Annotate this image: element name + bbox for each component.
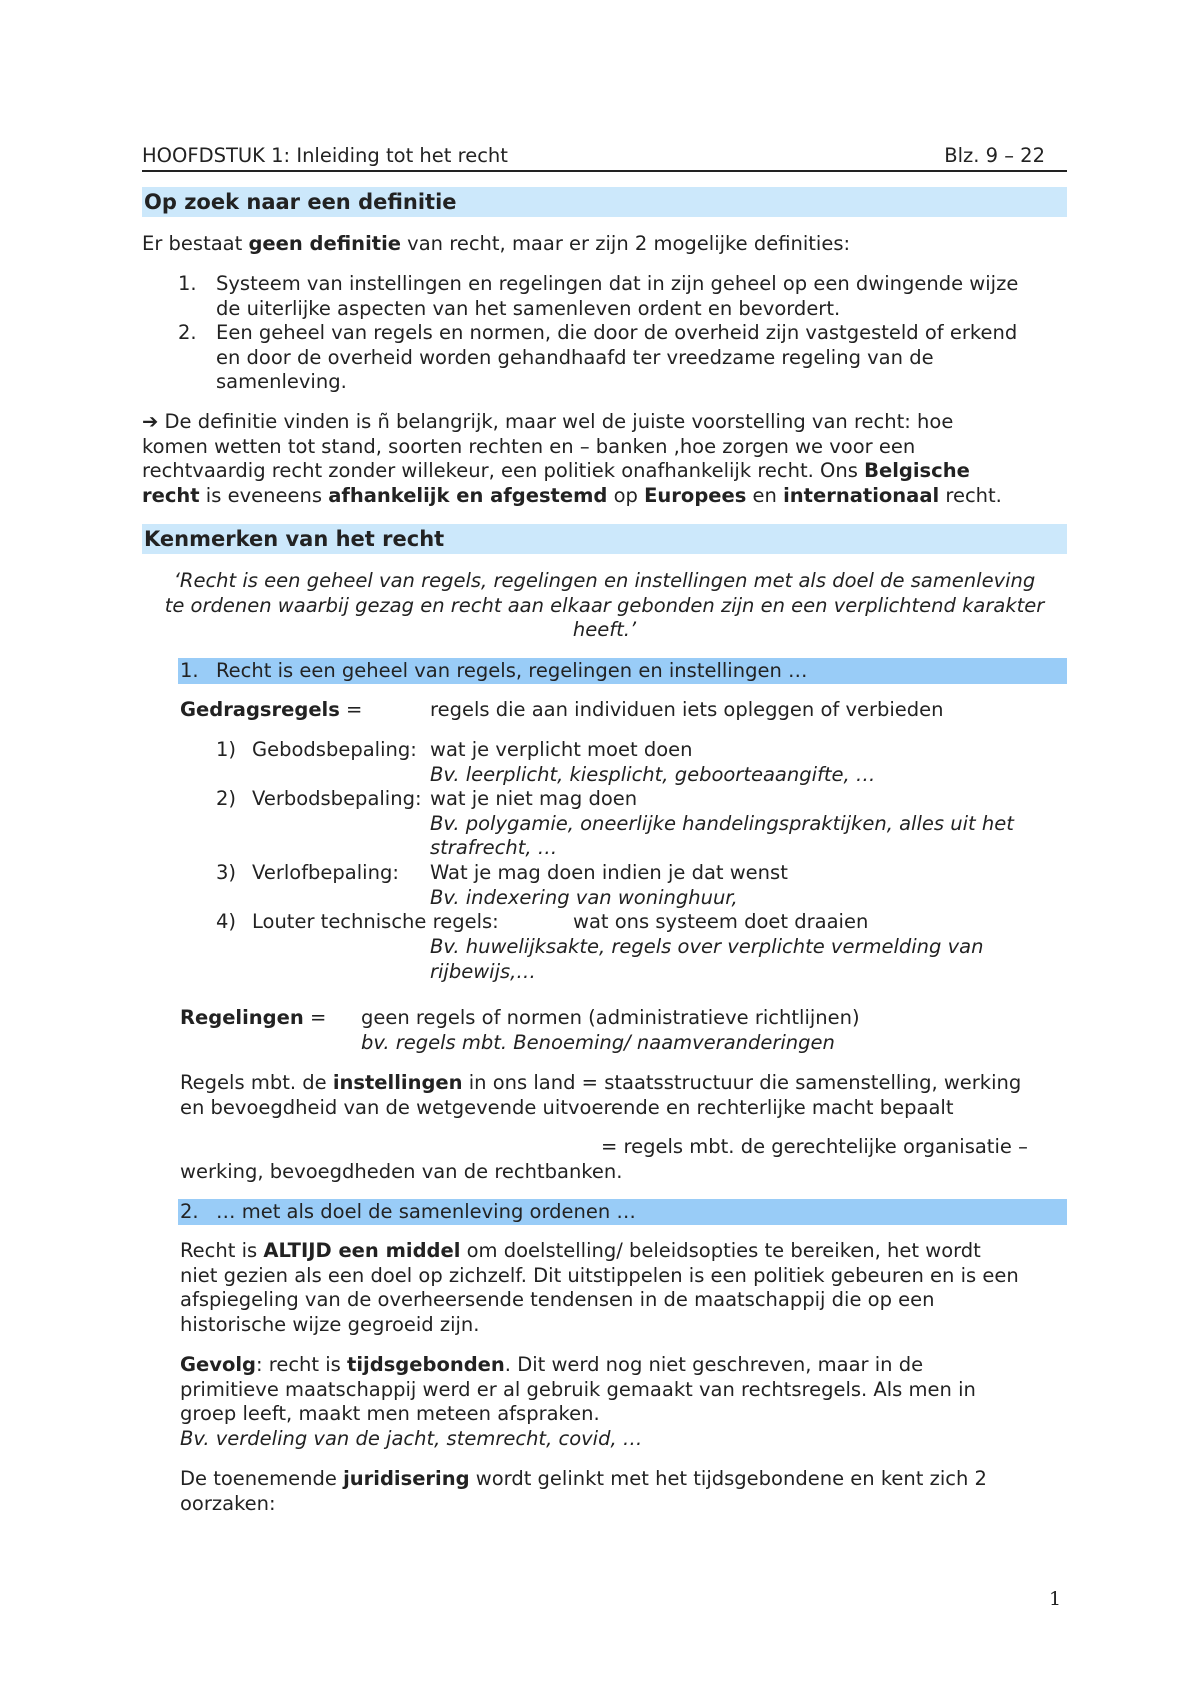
middel-paragraph: Recht is ALTIJD een middel om doelstelling/ beleidsopties te bereiken, het wordt niet gezien als een doel op zichzelf. Dit uitstippelen is een politiek gebeuren en is een afspiegeling van de overheersende tendensen in de maatschappij die op een historische wijze gegroeid zijn. <box>180 1239 1019 1336</box>
subsection-heading-1: 1. Recht is een geheel van regels, regelingen en instellingen … <box>178 658 1067 684</box>
gedragsregels-definition: regels die aan individuen iets opleggen of verbieden <box>430 698 944 721</box>
gevolg-paragraph: Gevolg: recht is tijdsgebonden. Dit werd nog niet geschreven, maar in de primitieve maatschappij werd er al gebruik gemaakt van rechtsregels. Als men in groep leeft, maakt men meteen afspraken. Bv. verdeling van de jacht, stemrecht, covid, … <box>180 1353 976 1450</box>
instellingen-addendum-cont: werking, bevoegdheden van de rechtbanken. <box>180 1160 623 1183</box>
instellingen-addendum: = regels mbt. de gerechtelijke organisatie – <box>601 1135 1028 1158</box>
rule-name: Verlofbepaling: <box>252 861 399 884</box>
rule-description: wat je verplicht moet doen Bv. leerplicht, kiesplicht, geboorteaangifte, … <box>430 738 876 786</box>
definition-text: Een geheel van regels en normen, die door de overheid zijn vastgesteld of erkend en door de overheid worden gehandhaafd ter vreedzame regeling van de samenleving. <box>216 321 1018 393</box>
definition-text: Systeem van instellingen en regelingen dat in zijn geheel op een dwingende wijze de uiterlijke aspecten van het samenleven ordent en bevordert. <box>216 272 1019 320</box>
rule-number: 1) <box>216 738 237 761</box>
section-heading-definitie: Op zoek naar een definitie <box>142 187 1067 217</box>
definition-paragraph: ➔ De definitie vinden is ñ belangrijk, maar wel de juiste voorstelling van recht: hoe komen wetten tot stand, soorten rechten en – banken ,hoe zorgen we voor een rechtvaardig recht zonder willekeur, een politiek onafhankelijk recht. Ons Belgische recht is eveneens afhankelijk en afgestemd op Europees en internationaal recht. <box>142 410 1002 507</box>
page-header <box>142 142 1067 172</box>
page-range: Blz. 9 – 22 <box>944 144 1045 167</box>
rule-example: Bv. huwelijksakte, regels over verplichte vermelding van rijbewijs,… <box>430 935 984 983</box>
instellingen-paragraph: Regels mbt. de instellingen in ons land = staatsstructuur die samenstelling, werking en bevoegdheid van de wetgevende uitvoerende en rechterlijke macht bepaalt <box>180 1071 1022 1119</box>
chapter-title: HOOFDSTUK 1: Inleiding tot het recht <box>142 144 508 167</box>
regelingen-definition: geen regels of normen (administratieve richtlijnen) bv. regels mbt. Benoeming/ naamveranderingen <box>361 1006 860 1054</box>
rule-definition: wat ons systeem doet draaien <box>573 910 869 933</box>
rule-name: Gebodsbepaling: <box>252 738 417 761</box>
section-heading-kenmerken: Kenmerken van het recht <box>142 524 1067 554</box>
arrow-icon: ➔ <box>142 410 159 433</box>
rule-name: Verbodsbepaling: <box>252 787 422 810</box>
rule-description: wat je niet mag doen Bv. polygamie, oneerlijke handelingspraktijken, alles uit het strafrecht, … <box>430 787 1014 859</box>
rule-description: Wat je mag doen indien je dat wenst Bv. indexering van woninghuur, <box>430 861 788 909</box>
definition-list-item: 1. <box>178 272 197 295</box>
intro-paragraph: Er bestaat geen definitie van recht, maar er zijn 2 mogelijke definities: <box>142 232 851 255</box>
definition-list-item: 2. <box>178 321 197 344</box>
rule-number: 2) <box>216 787 237 810</box>
rule-number: 3) <box>216 861 237 884</box>
page-number: 1 <box>1049 1588 1062 1610</box>
definition-quote: ‘Recht is een geheel van regels, regelingen en instellingen met als doel de samenleving te ordenen waarbij gezag en recht aan elkaar gebonden zijn en een verplichtend karakter heeft.’ <box>164 569 1045 641</box>
regelingen-label: Regelingen = <box>180 1006 327 1029</box>
rule-number: 4) <box>216 910 237 933</box>
subsection-heading-2: 2. … met als doel de samenleving ordenen … <box>178 1199 1067 1225</box>
juridisering-paragraph: De toenemende juridisering wordt gelinkt met het tijdsgebondene en kent zich 2 oorzaken: <box>180 1467 987 1515</box>
gedragsregels-label: Gedragsregels = <box>180 698 363 721</box>
rule-name: Louter technische regels: <box>252 910 499 933</box>
